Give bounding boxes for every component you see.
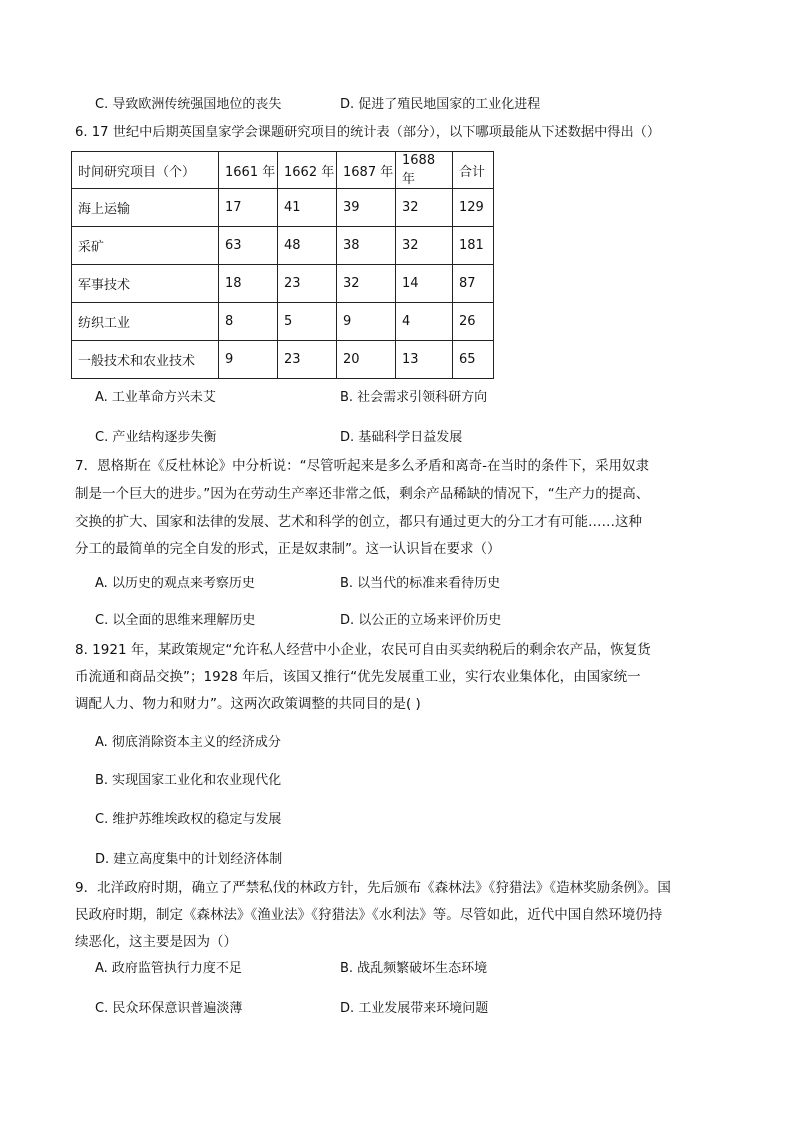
table-cell: 9 — [219, 341, 278, 379]
q7-line-2: 制是一个巨大的进步。”因为在劳动生产率还非常之低，剩余产品稀缺的情况下，“生产力的提高、 — [75, 486, 650, 502]
q5-option-c: C. 导致欧洲传统强国地位的丧失 — [95, 97, 282, 112]
q7-line-3: 交换的扩大、国家和法律的发展、艺术和科学的创立，都只有通过更大的分工才有可能……这种 — [75, 514, 642, 530]
table-header-cell: 时间研究项目（个） — [72, 152, 219, 189]
q7-line-4: 分工的最简单的完全自发的形式，正是奴隶制”。这一认识旨在要求（） — [75, 541, 501, 557]
q8-option-d: D. 建立高度集中的计划经济体制 — [95, 852, 283, 867]
q7-option-a: A. 以历史的观点来考察历史 — [95, 576, 255, 591]
table-cell: 87 — [453, 265, 494, 303]
table-cell: 14 — [396, 265, 453, 303]
table-cell: 一般技术和农业技术 — [72, 341, 219, 379]
table-cell: 26 — [453, 303, 494, 341]
table-header-cell: 1661 年 — [219, 152, 278, 189]
table-cell: 181 — [453, 227, 494, 265]
q7-line-1: 7．恩格斯在《反杜林论》中分析说：“尽管听起来是多么矛盾和离奇-在当时的条件下，采用奴隶 — [75, 458, 649, 474]
table-cell: 23 — [278, 265, 337, 303]
q7-option-c: C. 以全面的思维来理解历史 — [95, 613, 256, 628]
table-cell: 23 — [278, 341, 337, 379]
table-cell: 5 — [278, 303, 337, 341]
q9-line-2: 民政府时期，制定《森林法》《渔业法》《狩猎法》《水利法》等。尽管如此，近代中国自然环境仍持 — [75, 907, 663, 923]
q8-option-b: B. 实现国家工业化和农业现代化 — [95, 773, 282, 788]
table-header-cell: 合计 — [453, 152, 494, 189]
table-cell: 8 — [219, 303, 278, 341]
table-cell: 41 — [278, 189, 337, 227]
table-cell: 9 — [337, 303, 396, 341]
table-cell: 63 — [219, 227, 278, 265]
table-cell: 48 — [278, 227, 337, 265]
q9-option-a: A. 政府监管执行力度不足 — [95, 961, 242, 976]
q8-line-3: 调配人力、物力和财力”。这两次政策调整的共同目的是( ) — [75, 696, 421, 712]
table-cell: 39 — [337, 189, 396, 227]
q6-option-a: A. 工业革命方兴未艾 — [95, 390, 216, 405]
q9-option-b: B. 战乱频繁破坏生态环境 — [340, 961, 488, 976]
table-row — [72, 265, 494, 303]
table-row — [72, 227, 494, 265]
table-cell: 129 — [453, 189, 494, 227]
table-row — [72, 189, 494, 227]
q8-line-1: 8. 1921 年，某政策规定“允许私人经营中小企业，农民可自由买卖纳税后的剩余农产品，恢复货 — [75, 642, 651, 658]
table-cell: 军事技术 — [72, 265, 219, 303]
q9-option-d: D. 工业发展带来环境问题 — [340, 1001, 489, 1016]
q6-option-d: D. 基础科学日益发展 — [340, 430, 463, 445]
q9-option-c: C. 民众环保意识普遍淡薄 — [95, 1001, 243, 1016]
table-cell: 38 — [337, 227, 396, 265]
table-row — [72, 341, 494, 379]
table-header-cell: 1687 年 — [337, 152, 396, 189]
table-cell: 18 — [219, 265, 278, 303]
q6-stats-table — [71, 151, 494, 379]
table-cell: 纺织工业 — [72, 303, 219, 341]
q9-line-1: 9．北洋政府时期，确立了严禁私伐的林政方针，先后颁布《森林法》《狩猎法》《造林奖励条例》。国 — [75, 880, 671, 896]
q8-option-c: C. 维护苏维埃政权的稳定与发展 — [95, 812, 282, 827]
table-header-row — [72, 152, 494, 189]
q6-stem: 6. 17 世纪中后期英国皇家学会课题研究项目的统计表（部分），以下哪项最能从下述数据中得出（） — [75, 125, 661, 140]
table-cell: 采矿 — [72, 227, 219, 265]
q8-line-2: 币流通和商品交换”；1928 年后，该国又推行“优先发展重工业，实行农业集体化，由国家统一 — [75, 669, 641, 685]
table-header-cell: 1688 年 — [396, 152, 453, 189]
table-row — [72, 303, 494, 341]
q9-line-3: 续恶化，这主要是因为（） — [75, 934, 237, 950]
table-header-cell: 1662 年 — [278, 152, 337, 189]
table-cell: 32 — [396, 227, 453, 265]
q5-option-d: D. 促进了殖民地国家的工业化进程 — [340, 97, 541, 112]
q6-option-c: C. 产业结构逐步失衡 — [95, 430, 217, 445]
q7-option-d: D. 以公正的立场来评价历史 — [340, 613, 502, 628]
q7-option-b: B. 以当代的标准来看待历史 — [340, 576, 501, 591]
q6-option-b: B. 社会需求引领科研方向 — [340, 390, 488, 405]
table-cell: 20 — [337, 341, 396, 379]
table-cell: 4 — [396, 303, 453, 341]
table-cell: 17 — [219, 189, 278, 227]
table-cell: 65 — [453, 341, 494, 379]
q8-option-a: A. 彻底消除资本主义的经济成分 — [95, 735, 281, 750]
table-cell: 32 — [396, 189, 453, 227]
table-cell: 海上运输 — [72, 189, 219, 227]
table-cell: 32 — [337, 265, 396, 303]
table-cell: 13 — [396, 341, 453, 379]
